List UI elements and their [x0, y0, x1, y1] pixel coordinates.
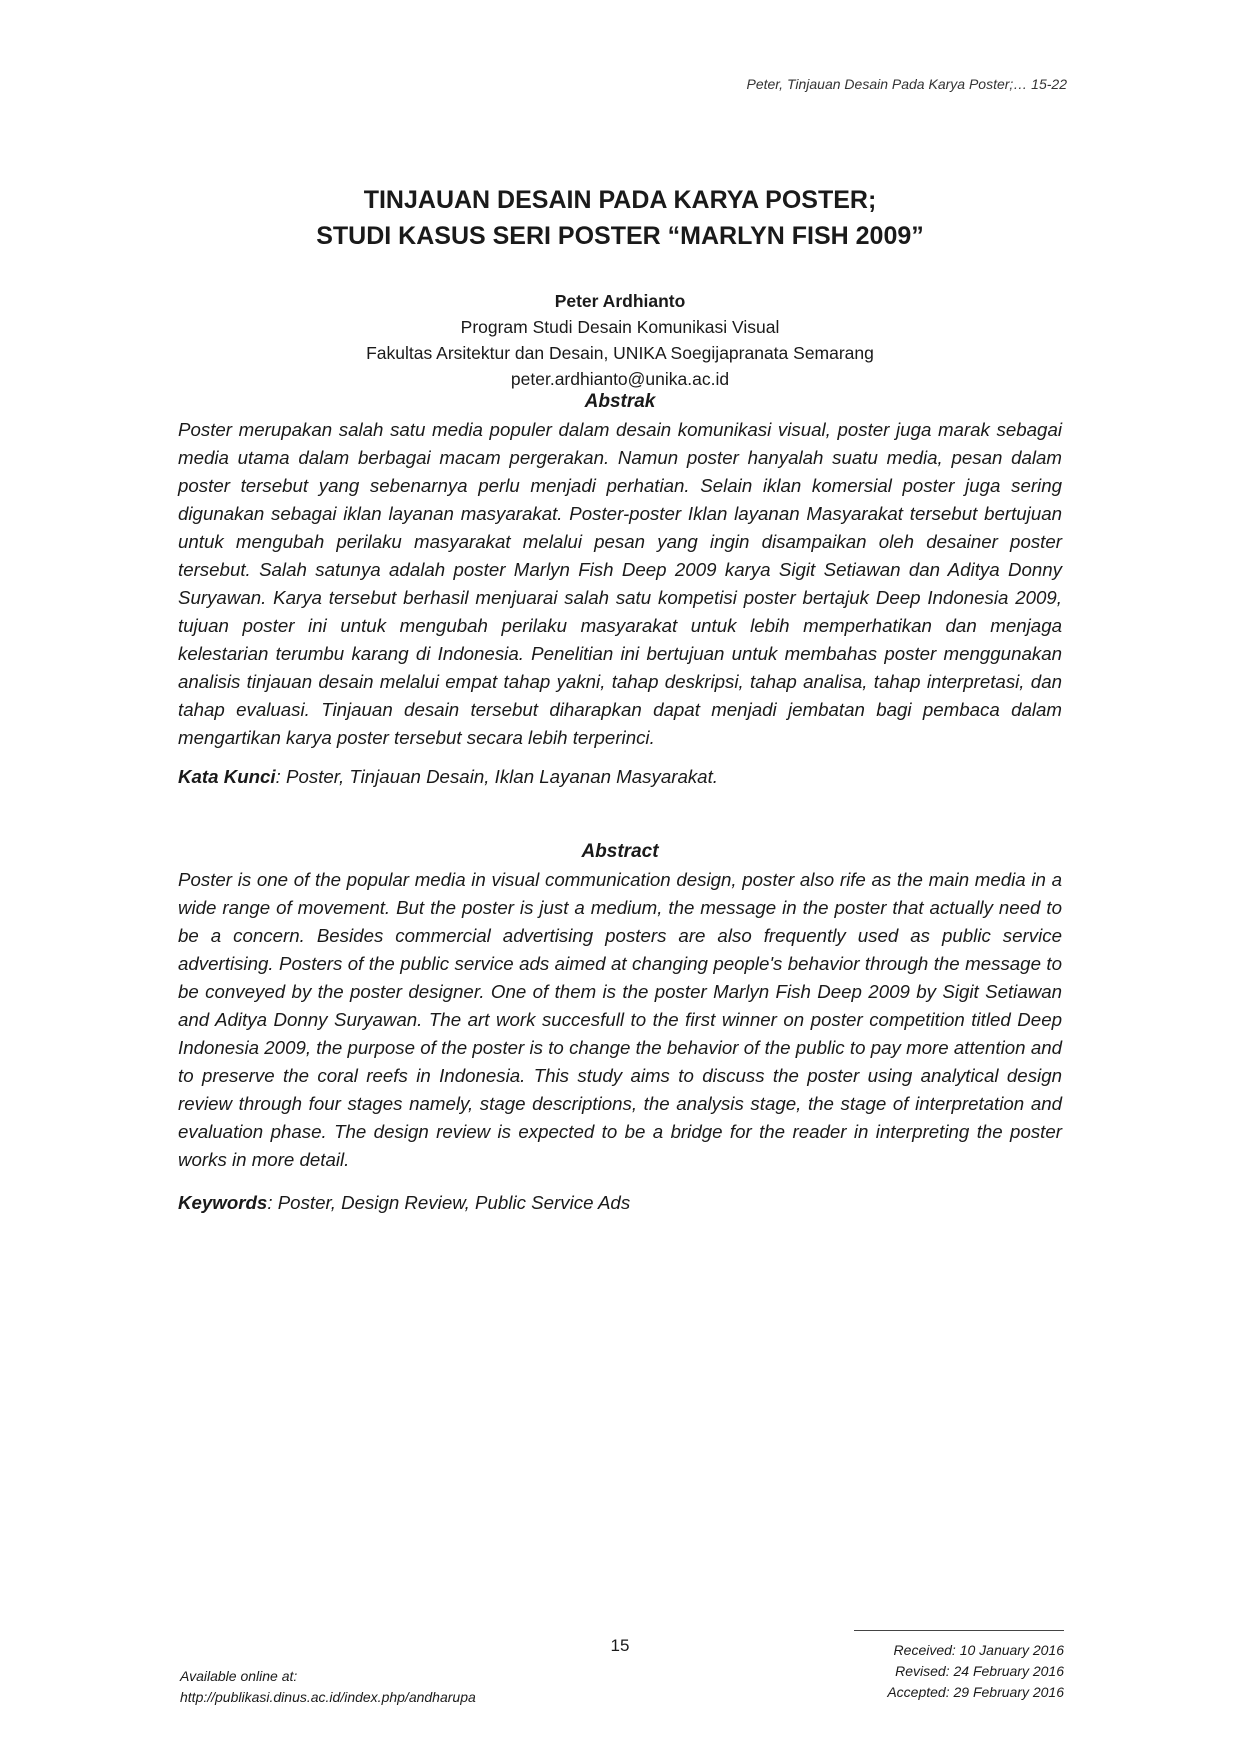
kata-kunci: [178, 766, 1062, 788]
page-number: 15: [610, 1636, 630, 1655]
submission-dates: [887, 1640, 1064, 1703]
title-line-2: STUDI KASUS SERI POSTER “MARLYN FISH 2009”: [316, 222, 924, 250]
keywords-values: : Poster, Design Review, Public Service Ads: [267, 1192, 631, 1213]
running-header: Peter, Tinjauan Desain Pada Karya Poster;… 15-22: [746, 76, 1067, 92]
abstract-heading: Abstract: [581, 841, 659, 862]
author-name: Peter Ardhianto: [554, 291, 686, 311]
abstrak-heading: Abstrak: [584, 391, 656, 412]
author-email: peter.ardhianto@unika.ac.id: [510, 369, 730, 389]
paper-title: [0, 182, 1240, 254]
author-faculty: Fakultas Arsitektur dan Desain, UNIKA Soegijapranata Semarang: [366, 343, 874, 363]
title-line-1: TINJAUAN DESAIN PADA KARYA POSTER;: [363, 186, 877, 214]
available-label: Available online at:: [180, 1668, 298, 1684]
availability-note: [180, 1666, 476, 1708]
kata-kunci-label: Kata Kunci: [178, 766, 276, 787]
author-program: Program Studi Desain Komunikasi Visual: [460, 317, 780, 337]
footnote-rule: [854, 1630, 1064, 1631]
journal-url[interactable]: http://publikasi.dinus.ac.id/index.php/andharupa: [180, 1689, 476, 1705]
kata-kunci-values: : Poster, Tinjauan Desain, Iklan Layanan Masyarakat.: [275, 766, 718, 787]
received-date: Received: 10 January 2016: [893, 1642, 1064, 1658]
revised-date: Revised: 24 February 2016: [895, 1663, 1064, 1679]
accepted-date: Accepted: 29 February 2016: [887, 1684, 1064, 1700]
keywords-label: Keywords: [178, 1192, 268, 1213]
keywords: [178, 1192, 1062, 1214]
author-block: [0, 288, 1240, 392]
abstract-body: Poster is one of the popular media in visual communication design, poster also rife as the main media in a wide range of movement. But the poster is just a medium, the message in the poster that actually need to be a concern. Besides commercial advertising posters are also frequently used as public service advertising. Posters of the public service ads aimed at changing people's behavior through the message to be conveyed by the poster designer. One of them is the poster Marlyn Fish Deep 2009 by Sigit Setiawan and Aditya Donny Suryawan. The art work succesfull to the first winner on poster competition titled Deep Indonesia 2009, the purpose of the poster is to change the behavior of the public to pay more attention and to preserve the coral reefs in Indonesia. This study aims to discuss the poster using analytical design review through four stages namely, stage descriptions, the analysis stage, the stage of interpretation and evaluation phase. The design review is expected to be a bridge for the reader in interpreting the poster works in more detail.: [178, 869, 1062, 1170]
abstrak-body: Poster merupakan salah satu media populer dalam desain komunikasi visual, poster juga marak sebagai media utama dalam berbagai macam pergerakan. Namun poster hanyalah suatu media, pesan dalam poster tersebut yang sebenarnya perlu menjadi perhatian. Selain iklan komersial poster juga sering digunakan sebagai iklan layanan masyarakat. Poster-poster Iklan layanan Masyarakat tersebut bertujuan untuk mengubah perilaku masyarakat melalui pesan yang ingin disampaikan oleh desainer poster tersebut. Salah satunya adalah poster Marlyn Fish Deep 2009 karya Sigit Setiawan dan Aditya Donny Suryawan. Karya tersebut berhasil menjuarai salah satu kompetisi poster bertajuk Deep Indonesia 2009, tujuan poster ini untuk mengubah perilaku masyarakat untuk lebih memperhatikan dan menjaga kelestarian terumbu karang di Indonesia. Penelitian ini bertujuan untuk membahas poster menggunakan analisis tinjauan desain melalui empat tahap yakni, tahap deskripsi, tahap analisa, tahap interpretasi, dan tahap evaluasi. Tinjauan desain tersebut diharapkan dapat menjadi jembatan bagi pembaca dalam mengartikan karya poster tersebut secara lebih terperinci.: [178, 419, 1062, 748]
